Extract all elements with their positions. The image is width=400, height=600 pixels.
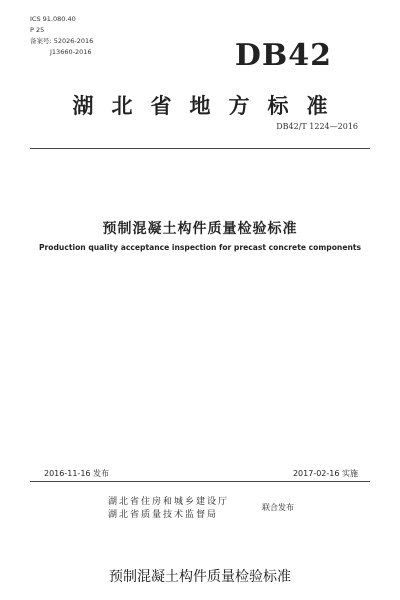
standard-number: DB42/T 1224—2016 [276,122,358,131]
document-title-english: Production quality acceptance inspection for precast concrete components [38,243,362,252]
issue-date: 2016-11-16 发布 [44,469,110,478]
implementation-date: 2017-02-16 实施 [292,469,358,478]
record-number: 备案号: 52026-2016 [30,37,94,45]
standard-category-title: 湖北省地方标准 [72,94,346,118]
cover-metadata [30,14,93,58]
bottom-divider [30,481,370,482]
top-divider [30,148,370,149]
issuer-housing-department: 湖北省住房和城乡建设厅 [108,497,230,507]
ics-code: ICS 91.080.40 [30,15,76,23]
standard-code: DB42 [234,38,332,73]
issuer-quality-bureau: 湖北省质量技术监督局 [108,510,219,520]
issuing-authorities [108,496,229,522]
image-caption: 预制混凝土构件质量检验标准 [109,569,291,585]
document-title-chinese: 预制混凝土构件质量检验标准 [102,221,298,237]
classification-code: P 25 [30,26,45,34]
joint-release-label: 联合发布 [262,503,294,512]
record-number-secondary: J13660-2016 [50,48,92,56]
